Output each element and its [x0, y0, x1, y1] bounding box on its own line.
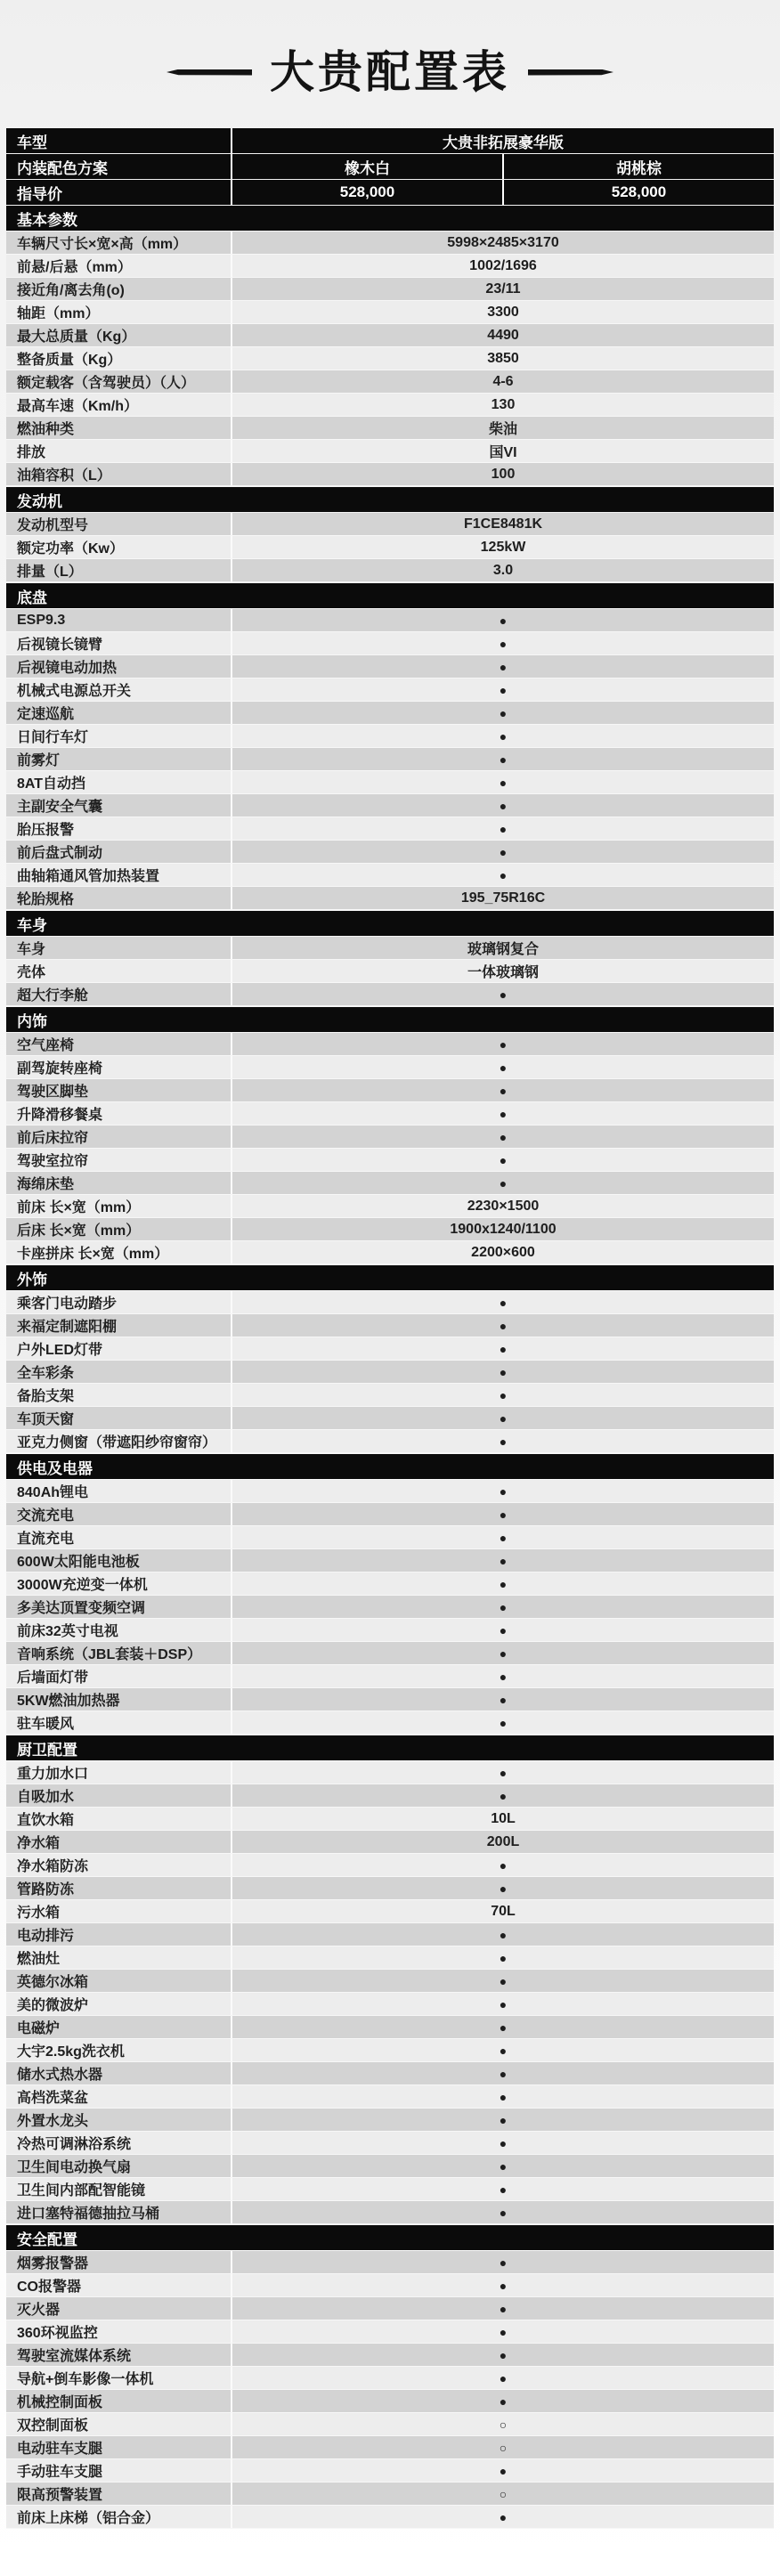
spec-label: 净水箱防冻	[17, 1859, 89, 1874]
spec-row	[6, 463, 774, 486]
spec-label: 超大行李舱	[17, 988, 89, 1004]
standard-equipment-dot: ●	[231, 1526, 774, 1548]
optional-equipment-circle: ○	[231, 2483, 774, 2505]
standard-equipment-dot: ●	[231, 864, 774, 886]
spec-label: 主副安全气囊	[17, 800, 103, 815]
spec-label: 机械式电源总开关	[17, 684, 132, 699]
spec-row	[6, 394, 774, 417]
spec-label: 美的微波炉	[17, 1998, 89, 2013]
spec-label: 燃油种类	[17, 422, 75, 437]
spec-label: 前悬/后悬（mm）	[17, 260, 132, 275]
spec-label: 曲轴箱通风管加热装置	[17, 869, 160, 884]
standard-equipment-dot: ●	[231, 2367, 774, 2389]
spec-row	[6, 513, 774, 536]
spec-label: 前后盘式制动	[17, 846, 103, 861]
spec-row	[6, 632, 774, 655]
spec-row	[6, 2413, 774, 2436]
standard-equipment-dot: ●	[231, 2016, 774, 2038]
spec-row	[6, 1665, 774, 1688]
spec-row	[6, 1102, 774, 1125]
spec-label: 5KW燃油加热器	[17, 1694, 120, 1709]
spec-value: 5998×2485×3170	[231, 232, 774, 254]
spec-row	[6, 1642, 774, 1665]
standard-equipment-dot: ●	[231, 1642, 774, 1664]
spec-label: 日间行车灯	[17, 730, 89, 745]
standard-equipment-dot: ●	[231, 1430, 774, 1452]
page-header	[0, 0, 780, 128]
spec-label: 外置水龙头	[17, 2114, 89, 2129]
spec-value: 4-6	[231, 370, 774, 393]
spec-row	[6, 255, 774, 278]
standard-equipment-dot: ●	[231, 609, 774, 631]
spec-row	[6, 1241, 774, 1264]
spec-label: 污水箱	[17, 1906, 61, 1921]
standard-equipment-dot: ●	[231, 725, 774, 747]
standard-equipment-dot: ●	[231, 2459, 774, 2482]
standard-equipment-dot: ●	[231, 2251, 774, 2273]
spec-label: 额定功率（Kw）	[17, 541, 125, 557]
standard-equipment-dot: ●	[231, 1480, 774, 1502]
spec-row	[6, 1619, 774, 1642]
spec-row	[6, 2344, 774, 2367]
section-header: 厨卫配置	[6, 1735, 774, 1760]
spec-label: 胎压报警	[17, 823, 75, 838]
standard-equipment-dot: ●	[231, 1361, 774, 1383]
spec-row	[6, 1549, 774, 1572]
standard-equipment-dot: ●	[231, 1172, 774, 1194]
spec-label: 卫生间电动换气扇	[17, 2160, 132, 2175]
spec-row	[6, 347, 774, 370]
spec-label: 轴距（mm）	[17, 306, 100, 321]
section-header: 供电及电器	[6, 1454, 774, 1479]
standard-equipment-dot: ●	[231, 1291, 774, 1313]
spec-label: 额定载客（含驾驶员）（人）	[17, 376, 196, 391]
spec-row	[6, 2274, 774, 2297]
spec-row	[6, 1407, 774, 1430]
spec-value: 130	[231, 394, 774, 416]
section-header: 安全配置	[6, 2225, 774, 2250]
standard-equipment-dot: ●	[231, 1688, 774, 1711]
model-row	[6, 128, 774, 153]
standard-equipment-dot: ●	[231, 1993, 774, 2015]
standard-equipment-dot: ●	[231, 1149, 774, 1171]
optional-equipment-circle: ○	[231, 2413, 774, 2435]
spec-value: 3850	[231, 347, 774, 370]
spec-label: 英德尔冰箱	[17, 1975, 89, 1990]
standard-equipment-dot: ●	[231, 632, 774, 654]
spec-label: 户外LED灯带	[17, 1343, 103, 1358]
spec-label: 后床 长×宽（mm）	[17, 1223, 141, 1239]
spec-row	[6, 1337, 774, 1361]
spec-row	[6, 748, 774, 771]
standard-equipment-dot: ●	[231, 1314, 774, 1337]
spec-label: 卫生间内部配智能镜	[17, 2183, 146, 2198]
spec-label: 驾驶室流媒体系统	[17, 2349, 132, 2364]
spec-row	[6, 1831, 774, 1854]
spec-label: 双控制面板	[17, 2418, 89, 2434]
standard-equipment-dot: ●	[231, 2320, 774, 2343]
spec-row	[6, 937, 774, 960]
spec-value: F1CE8481K	[231, 513, 774, 535]
spec-row	[6, 2390, 774, 2413]
spec-row	[6, 794, 774, 817]
standard-equipment-dot: ●	[231, 2155, 774, 2177]
spec-row	[6, 655, 774, 679]
spec-value: 3.0	[231, 559, 774, 581]
spec-label: 3000W充逆变一体机	[17, 1578, 148, 1593]
standard-equipment-dot: ●	[231, 841, 774, 863]
spec-row	[6, 278, 774, 301]
title-dash-left-icon	[167, 69, 252, 76]
standard-equipment-dot: ●	[231, 2274, 774, 2296]
spec-row	[6, 1900, 774, 1923]
standard-equipment-dot: ●	[231, 2109, 774, 2131]
spec-label: 限高预警装置	[17, 2488, 103, 2503]
spec-row	[6, 864, 774, 887]
spec-label: 升降滑移餐桌	[17, 1108, 103, 1123]
standard-equipment-dot: ●	[231, 2201, 774, 2223]
standard-equipment-dot: ●	[231, 1854, 774, 1876]
spec-row	[6, 2483, 774, 2506]
spec-row	[6, 1195, 774, 1218]
spec-row	[6, 2251, 774, 2274]
standard-equipment-dot: ●	[231, 1337, 774, 1360]
spec-row	[6, 2367, 774, 2390]
spec-row	[6, 771, 774, 794]
spec-label: 烟雾报警器	[17, 2256, 89, 2271]
spec-row	[6, 2062, 774, 2085]
interior-color-row	[6, 154, 774, 179]
spec-value: 4490	[231, 324, 774, 346]
spec-label: 8AT自动挡	[17, 776, 86, 792]
spec-label: 最大总质量（Kg）	[17, 329, 136, 345]
spec-value: 125kW	[231, 536, 774, 558]
standard-equipment-dot: ●	[231, 2344, 774, 2366]
spec-label: 储水式热水器	[17, 2068, 103, 2083]
spec-label: 进口塞特福德抽拉马桶	[17, 2206, 160, 2222]
spec-label: 前床32英寸电视	[17, 1624, 118, 1639]
standard-equipment-dot: ●	[231, 1946, 774, 1969]
spec-row	[6, 2039, 774, 2062]
spec-row	[6, 2155, 774, 2178]
spec-label: 手动驻车支腿	[17, 2465, 103, 2480]
spec-row	[6, 1923, 774, 1946]
spec-label: 高档洗菜盆	[17, 2091, 89, 2106]
spec-label: 多美达顶置变频空调	[17, 1601, 146, 1616]
spec-row	[6, 1384, 774, 1407]
spec-label: 840Ah锂电	[17, 1485, 89, 1500]
standard-equipment-dot: ●	[231, 1596, 774, 1618]
standard-equipment-dot: ●	[231, 1619, 774, 1641]
spec-row	[6, 536, 774, 559]
standard-equipment-dot: ●	[231, 771, 774, 793]
optional-equipment-circle: ○	[231, 2436, 774, 2458]
spec-label: 前雾灯	[17, 753, 61, 768]
spec-row	[6, 841, 774, 864]
spec-label: 整备质量（Kg）	[17, 353, 122, 368]
spec-row	[6, 2132, 774, 2155]
spec-row	[6, 2297, 774, 2320]
standard-equipment-dot: ●	[231, 794, 774, 817]
standard-equipment-dot: ●	[231, 1923, 774, 1946]
spec-value: 200L	[231, 1831, 774, 1853]
spec-row	[6, 817, 774, 841]
spec-row	[6, 1761, 774, 1784]
spec-label: 电磁炉	[17, 2021, 61, 2036]
spec-row	[6, 1172, 774, 1195]
spec-label: 备胎支架	[17, 1389, 75, 1404]
standard-equipment-dot: ●	[231, 2039, 774, 2061]
standard-equipment-dot: ●	[231, 2390, 774, 2412]
spec-label: CO报警器	[17, 2279, 82, 2295]
spec-value: 柴油	[231, 417, 774, 439]
spec-label: 排放	[17, 445, 46, 460]
section-header: 发动机	[6, 487, 774, 512]
standard-equipment-dot: ●	[231, 2062, 774, 2084]
spec-value: 10L	[231, 1808, 774, 1830]
standard-equipment-dot: ●	[231, 1761, 774, 1784]
spec-label: 机械控制面板	[17, 2395, 103, 2410]
spec-value: 100	[231, 463, 774, 485]
price-row	[6, 180, 774, 205]
spec-label: 车辆尺寸长×宽×高（mm）	[17, 237, 188, 252]
spec-label: 空气座椅	[17, 1038, 75, 1053]
spec-row	[6, 1993, 774, 2016]
standard-equipment-dot: ●	[231, 748, 774, 770]
standard-equipment-dot: ●	[231, 1102, 774, 1125]
spec-row	[6, 1056, 774, 1079]
section-header: 车身	[6, 911, 774, 936]
spec-label: 交流充电	[17, 1508, 75, 1524]
standard-equipment-dot: ●	[231, 679, 774, 701]
standard-equipment-dot: ●	[231, 1665, 774, 1687]
spec-row	[6, 1291, 774, 1314]
spec-value: 1002/1696	[231, 255, 774, 277]
spec-label: 冷热可调淋浴系统	[17, 2137, 132, 2152]
spec-value: 国VI	[231, 440, 774, 462]
standard-equipment-dot: ●	[231, 1407, 774, 1429]
spec-row	[6, 1711, 774, 1735]
spec-label: 发动机型号	[17, 518, 89, 533]
spec-row	[6, 2201, 774, 2224]
spec-value: 3300	[231, 301, 774, 323]
spec-row	[6, 725, 774, 748]
spec-label: 直流充电	[17, 1532, 75, 1547]
spec-row	[6, 1970, 774, 1993]
spec-row	[6, 2459, 774, 2483]
standard-equipment-dot: ●	[231, 1877, 774, 1899]
spec-label: 灭火器	[17, 2303, 61, 2318]
spec-row	[6, 301, 774, 324]
standard-equipment-dot: ●	[231, 1033, 774, 1055]
interior-color-option-right: 胡桃棕	[504, 154, 774, 179]
section-header: 底盘	[6, 583, 774, 608]
spec-row	[6, 232, 774, 255]
spec-label: 驾驶室拉帘	[17, 1154, 89, 1169]
spec-label: 后视镜长镜臂	[17, 638, 103, 653]
spec-row	[6, 2506, 774, 2529]
model-value: 大贵非拓展豪华版	[232, 128, 774, 153]
standard-equipment-dot: ●	[231, 1970, 774, 1992]
spec-row	[6, 1218, 774, 1241]
spec-row	[6, 1784, 774, 1808]
spec-row	[6, 2109, 774, 2132]
price-label: 指导价	[6, 180, 231, 205]
spec-value: 2230×1500	[231, 1195, 774, 1217]
page-title: 大贵配置表	[270, 47, 510, 97]
spec-row	[6, 559, 774, 582]
spec-label: 全车彩条	[17, 1366, 75, 1381]
spec-row	[6, 1526, 774, 1549]
spec-label: 卡座拼床 长×宽（mm）	[17, 1247, 169, 1262]
spec-label: 驻车暖风	[17, 1717, 75, 1732]
spec-row	[6, 702, 774, 725]
spec-row	[6, 1480, 774, 1503]
spec-label: 车顶天窗	[17, 1412, 75, 1427]
spec-label: 定速巡航	[17, 707, 75, 722]
spec-row	[6, 887, 774, 910]
spec-label: 副驾旋转座椅	[17, 1061, 103, 1077]
spec-row	[6, 1854, 774, 1877]
interior-color-option-left: 橡木白	[232, 154, 502, 179]
spec-row	[6, 2016, 774, 2039]
spec-label: 车身	[17, 942, 46, 957]
spec-value: 2200×600	[231, 1241, 774, 1264]
standard-equipment-dot: ●	[231, 1549, 774, 1572]
spec-label: ESP9.3	[17, 612, 66, 628]
spec-row	[6, 1572, 774, 1596]
spec-row	[6, 983, 774, 1006]
standard-equipment-dot: ●	[231, 817, 774, 840]
spec-row	[6, 1877, 774, 1900]
spec-label: 前床 长×宽（mm）	[17, 1200, 141, 1215]
section-header: 基本参数	[6, 206, 774, 231]
spec-label: 导航+倒车影像一体机	[17, 2372, 154, 2387]
spec-label: 管路防冻	[17, 1882, 75, 1897]
spec-row	[6, 440, 774, 463]
spec-label: 轮胎规格	[17, 892, 75, 907]
spec-row	[6, 1125, 774, 1149]
title-dash-right-icon	[528, 69, 613, 76]
standard-equipment-dot: ●	[231, 655, 774, 678]
spec-value: 23/11	[231, 278, 774, 300]
spec-row	[6, 1033, 774, 1056]
spec-row	[6, 1314, 774, 1337]
spec-row	[6, 417, 774, 440]
standard-equipment-dot: ●	[231, 1079, 774, 1101]
price-value-right: 528,000	[504, 180, 774, 205]
spec-label: 电动排污	[17, 1929, 75, 1944]
spec-row	[6, 1430, 774, 1453]
spec-row	[6, 1946, 774, 1970]
spec-label: 来福定制遮阳棚	[17, 1320, 118, 1335]
spec-label: 前后床拉帘	[17, 1131, 89, 1146]
spec-label: 亚克力侧窗（带遮阳纱帘窗帘）	[17, 1435, 217, 1451]
standard-equipment-dot: ●	[231, 2085, 774, 2108]
spec-row	[6, 1149, 774, 1172]
spec-value: 195_75R16C	[231, 887, 774, 909]
spec-label: 前床上床梯（铝合金）	[17, 2511, 160, 2526]
spec-row	[6, 1503, 774, 1526]
spec-row	[6, 1808, 774, 1831]
spec-row	[6, 609, 774, 632]
standard-equipment-dot: ●	[231, 1125, 774, 1148]
spec-label: 600W太阳能电池板	[17, 1555, 140, 1570]
spec-value: 一体玻璃钢	[231, 960, 774, 982]
spec-row	[6, 1361, 774, 1384]
spec-row	[6, 2178, 774, 2201]
spec-label: 驾驶区脚垫	[17, 1085, 89, 1100]
standard-equipment-dot: ●	[231, 1503, 774, 1525]
section-header: 内饰	[6, 1007, 774, 1032]
spec-row	[6, 324, 774, 347]
standard-equipment-dot: ●	[231, 2178, 774, 2200]
spec-label: 排量（L）	[17, 565, 83, 580]
standard-equipment-dot: ●	[231, 1711, 774, 1734]
spec-label: 自吸加水	[17, 1790, 75, 1805]
spec-row	[6, 679, 774, 702]
standard-equipment-dot: ●	[231, 2506, 774, 2528]
spec-row	[6, 960, 774, 983]
standard-equipment-dot: ●	[231, 983, 774, 1005]
standard-equipment-dot: ●	[231, 1056, 774, 1078]
spec-label: 电动驻车支腿	[17, 2442, 103, 2457]
standard-equipment-dot: ●	[231, 1384, 774, 1406]
spec-label: 油箱容积（L）	[17, 468, 111, 484]
spec-row	[6, 370, 774, 394]
sections-container	[6, 206, 774, 2529]
spec-row	[6, 1596, 774, 1619]
spec-table	[6, 128, 774, 2529]
spec-label: 大宇2.5kg洗衣机	[17, 2044, 125, 2060]
spec-label: 音响系统（JBL套装＋DSP）	[17, 1647, 202, 1662]
spec-value: 玻璃钢复合	[231, 937, 774, 959]
spec-row	[6, 2320, 774, 2344]
spec-label: 燃油灶	[17, 1952, 61, 1967]
section-header: 外饰	[6, 1265, 774, 1290]
spec-value: 1900x1240/1100	[231, 1218, 774, 1240]
spec-label: 360环视监控	[17, 2326, 98, 2341]
spec-row	[6, 2085, 774, 2109]
standard-equipment-dot: ●	[231, 1784, 774, 1807]
spec-label: 海绵床垫	[17, 1177, 75, 1192]
spec-row	[6, 1079, 774, 1102]
spec-label: 后视镜电动加热	[17, 661, 118, 676]
spec-label: 壳体	[17, 965, 46, 980]
standard-equipment-dot: ●	[231, 702, 774, 724]
spec-label: 重力加水口	[17, 1767, 89, 1782]
standard-equipment-dot: ●	[231, 2297, 774, 2320]
spec-row	[6, 1688, 774, 1711]
interior-color-label: 内装配色方案	[6, 154, 231, 179]
standard-equipment-dot: ●	[231, 2132, 774, 2154]
standard-equipment-dot: ●	[231, 1572, 774, 1595]
spec-label: 直饮水箱	[17, 1813, 75, 1828]
spec-label: 乘客门电动踏步	[17, 1296, 118, 1312]
spec-value: 70L	[231, 1900, 774, 1922]
spec-label: 后墙面灯带	[17, 1670, 89, 1686]
spec-label: 净水箱	[17, 1836, 61, 1851]
spec-label: 接近角/离去角(o)	[17, 283, 125, 298]
model-label: 车型	[6, 128, 231, 153]
spec-label: 最高车速（Km/h）	[17, 399, 139, 414]
spec-row	[6, 2436, 774, 2459]
price-value-left: 528,000	[232, 180, 502, 205]
